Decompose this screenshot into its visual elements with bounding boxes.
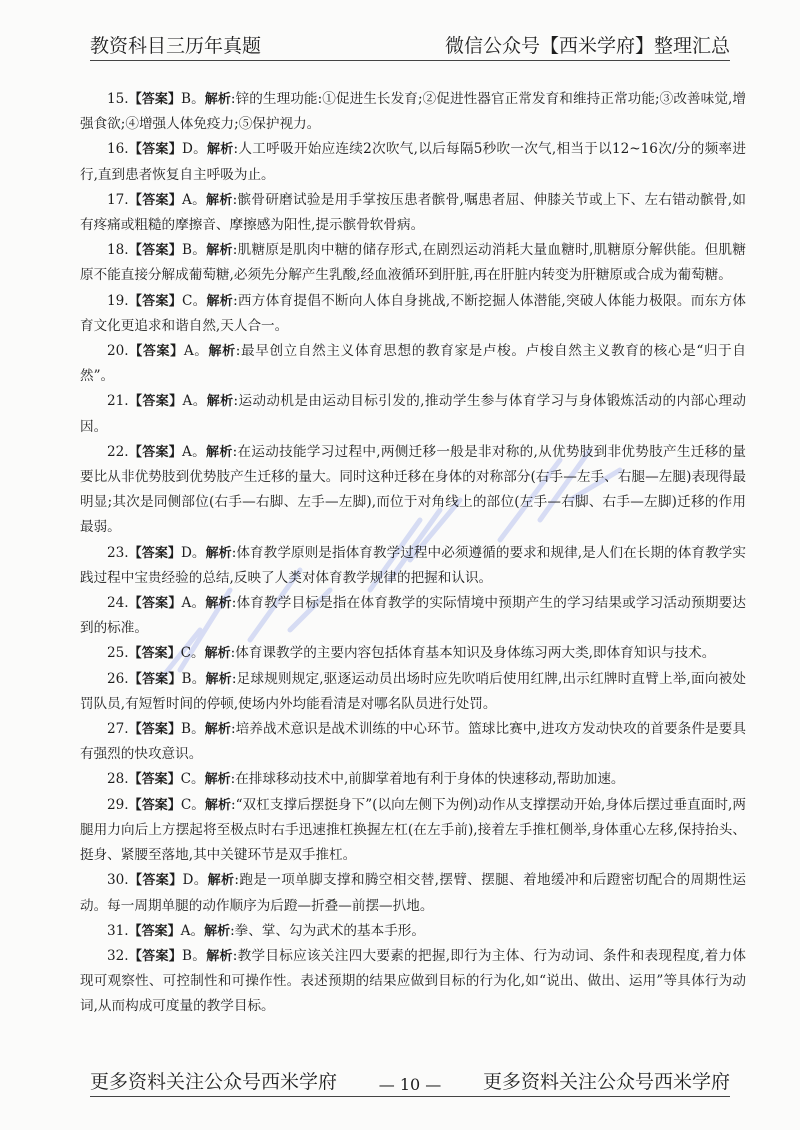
answer-item: [80, 868, 746, 918]
answer-label: 【答案】: [128, 873, 183, 889]
answer-item: [80, 591, 746, 641]
answer-item: [80, 137, 746, 187]
answer-label: 【答案】: [128, 394, 183, 410]
question-number: 25.: [107, 645, 129, 662]
question-number: 15.: [107, 91, 129, 107]
analysis-label: 解析: [204, 722, 231, 738]
answer-choice: C。: [180, 796, 205, 813]
answer-item: [80, 541, 746, 591]
analysis-text: :体育教学原则是指体育教学过程中必须遵循的要求和规律,是人们在长期的体育教学实践过程中宝贵经验的总结,反映了人类对体育教学规律的把握和认识。: [80, 544, 746, 586]
question-number: 26.: [107, 670, 129, 687]
analysis-text: :足球规则规定,驱逐运动员出场时应先吹哨后使用红牌,出示红牌时直臂上举,面向被处罚队员,有短暂时间的停顿,使场内外均能看清是对哪名队员进行处罚。: [80, 670, 746, 712]
answer-item: [80, 667, 746, 717]
answer-label: 【答案】: [128, 948, 183, 964]
analysis-text: :髌骨研磨试验是用手掌按压患者髌骨,嘱患者屈、伸膝关节或上下、左右错动髌骨,如有疼痛或粗糙的摩擦音、摩擦感为阳性,提示髌骨软骨病。: [80, 191, 746, 234]
question-number: 21.: [107, 393, 129, 410]
analysis-text: :最早创立自然主义体育思想的教育家是卢梭。卢梭自然主义教育的核心是“归于自然”。: [80, 343, 746, 385]
question-number: 18.: [107, 242, 129, 259]
answer-label: 【答案】: [128, 444, 183, 460]
analysis-label: 解析: [207, 873, 235, 889]
question-number: 32.: [107, 947, 129, 964]
answer-item: [80, 717, 746, 767]
answer-choice: C。: [180, 771, 205, 788]
answer-label: 【答案】: [128, 772, 181, 788]
answer-choice: A。: [182, 443, 207, 460]
answer-choice: B。: [182, 242, 207, 259]
analysis-text: :西方体育提倡不断向人体自身挑战,不断挖掘人体潜能,突破人体能力极限。而东方体育文化更追求和谐自然,天人合一。: [80, 292, 746, 334]
answer-label: 【答案】: [128, 545, 181, 561]
analysis-text: :体育教学目标是指在体育教学的实际情境中预期产生的学习结果或学习活动预期要达到的标准。: [80, 595, 746, 637]
answer-item: [80, 944, 746, 1020]
analysis-text: :“双杠支撑后摆挺身下”(以向左侧下为例)动作从支撑摆动开始,身体后摆过垂直面时,两腿用力向后上方摆起将至极点时右手迅速推杠换握左杠(在左手前),接着左手推杠侧举,身体重心左移,保持抬头、挺身、紧腰至落地,其中关键环节是双手推杠。: [80, 796, 746, 864]
answer-item: [80, 289, 746, 339]
page-header: [90, 30, 730, 61]
analysis-label: 解析: [206, 394, 234, 410]
answer-choice: C。: [180, 645, 205, 662]
question-number: 31.: [107, 922, 129, 939]
answer-choice: A。: [180, 922, 205, 939]
answer-choice: D。: [180, 544, 206, 561]
answer-choice: D。: [181, 141, 207, 158]
analysis-label: 解析: [204, 923, 231, 939]
answer-choice: A。: [182, 393, 207, 410]
answer-item: [80, 440, 746, 541]
question-number: 30.: [107, 872, 129, 889]
answer-label: 【答案】: [128, 344, 184, 360]
analysis-label: 解析: [206, 243, 233, 259]
answer-list: [80, 87, 746, 1020]
answer-choice: B。: [181, 670, 206, 687]
page-number: — 10 —: [378, 1075, 442, 1094]
analysis-label: 解析: [206, 293, 234, 309]
analysis-text: :拳、掌、勾为武术的基本手形。: [230, 922, 425, 939]
answer-item: [80, 767, 746, 792]
analysis-text: :人工呼吸开始应连续2次吹气,以后每隔5秒吹一次气,相当于以12~16次/分的频率进行,直到患者恢复自主呼吸为止。: [80, 141, 746, 183]
answer-label: 【答案】: [128, 923, 181, 939]
answer-item: [80, 389, 746, 439]
analysis-label: 解析: [206, 444, 233, 460]
answer-item: [80, 641, 746, 666]
analysis-text: :培养战术意识是战术训练的中心环节。篮球比赛中,进攻方发动快攻的首要条件是要具有强烈的快攻意识。: [80, 721, 746, 763]
answer-choice: C。: [181, 292, 207, 309]
answer-choice: A。: [183, 343, 209, 360]
answer-label: 【答案】: [128, 646, 181, 662]
analysis-text: :在排球移动技术中,前脚掌着地有利于身体的快速移动,帮助加速。: [230, 771, 625, 788]
header-source: 微信公众号【西米学府】整理汇总: [444, 35, 730, 57]
question-number: 24.: [107, 595, 129, 612]
analysis-label: 解析: [204, 797, 231, 813]
analysis-label: 解析: [204, 92, 231, 107]
analysis-text: :跑是一项单脚支撑和腾空相交替,摆臂、摆腿、着地缓冲和后蹬密切配合的周期性运动。每一周期单腿的动作顺序为后蹬—折叠—前摆—扒地。: [80, 872, 746, 914]
answer-label: 【答案】: [128, 671, 182, 687]
footer-right-note: 更多资料关注公众号西米学府: [482, 1071, 730, 1093]
question-number: 29.: [107, 796, 129, 813]
page-footer: [90, 1068, 730, 1097]
question-number: 17.: [107, 191, 129, 208]
question-number: 23.: [107, 544, 129, 561]
analysis-text: :体育课教学的主要内容包括体育基本知识及身体练习两大类,即体育知识与技术。: [230, 645, 716, 662]
analysis-label: 解析: [208, 344, 236, 360]
analysis-label: 解析: [205, 596, 232, 612]
answer-label: 【答案】: [128, 797, 181, 813]
answer-choice: A。: [182, 191, 207, 208]
analysis-label: 解析: [206, 192, 233, 208]
answer-label: 【答案】: [128, 92, 182, 107]
answer-item: [80, 919, 746, 944]
answer-choice: A。: [181, 595, 206, 612]
answer-label: 【答案】: [128, 243, 183, 259]
question-number: 22.: [107, 443, 129, 460]
header-title: 教资科目三历年真题: [90, 35, 262, 57]
answer-choice: B。: [181, 721, 205, 738]
analysis-label: 解析: [204, 772, 231, 788]
analysis-label: 解析: [207, 142, 234, 158]
answer-label: 【答案】: [128, 293, 182, 309]
question-number: 28.: [107, 771, 129, 788]
answer-item: [80, 188, 746, 238]
answer-item: [80, 793, 746, 869]
answer-label: 【答案】: [128, 142, 182, 158]
analysis-label: 解析: [204, 646, 231, 662]
question-number: 27.: [107, 721, 129, 738]
question-number: 20.: [107, 343, 129, 360]
analysis-text: :锌的生理功能:①促进生长发育;②促进性器官正常发育和维持正常功能;③改善味觉,增强食欲;④增强人体免疫力;⑤保护视力。: [80, 91, 746, 133]
answer-label: 【答案】: [128, 192, 183, 208]
analysis-text: :教学目标应该关注四大要素的把握,即行为主体、行为动词、条件和表现程度,着力体现可观察性、可控制性和可操作性。表述预期的结果应做到目标的行为化,如“说出、做出、运用”等具体行为动词,从而构成可度量的教学目标。: [80, 947, 746, 1015]
analysis-text: :运动动机是由运动目标引发的,推动学生参与体育学习与身体锻炼活动的内部心理动因。: [80, 393, 746, 435]
question-number: 16.: [107, 141, 129, 158]
answer-choice: D。: [182, 872, 208, 889]
answer-item: [80, 238, 746, 288]
analysis-label: 解析: [205, 671, 232, 687]
analysis-label: 解析: [205, 545, 232, 561]
analysis-text: :肌糖原是肌肉中糖的储存形式,在剧烈运动消耗大量血糖时,肌糖原分解供能。但肌糖原不能直接分解成葡萄糖,必须先分解产生乳酸,经血液循环到肝脏,再在肝脏内转变为肝糖原或合成为葡萄糖。: [80, 242, 746, 284]
answer-item: [80, 339, 746, 389]
question-number: 19.: [107, 292, 129, 309]
answer-choice: B。: [181, 91, 205, 107]
answer-label: 【答案】: [128, 596, 182, 612]
analysis-label: 解析: [206, 948, 233, 964]
answer-item: [80, 87, 746, 137]
answer-label: 【答案】: [128, 722, 182, 738]
answer-choice: B。: [182, 947, 207, 964]
footer-left-note: 更多资料关注公众号西米学府: [90, 1071, 338, 1093]
analysis-text: :在运动技能学习过程中,两侧迁移一般是非对称的,从优势肢到非优势肢产生迁移的量要比从非优势肢到优势肢产生迁移的量大。同时这种迁移在身体的对称部分(右手—左手、右腿—左腿)表现得最明显;其次是同侧部位(右手—右脚、左手—左脚),而位于对角线上的部位(左手—右脚、右手—左脚)迁移的作用最弱。: [80, 443, 746, 536]
